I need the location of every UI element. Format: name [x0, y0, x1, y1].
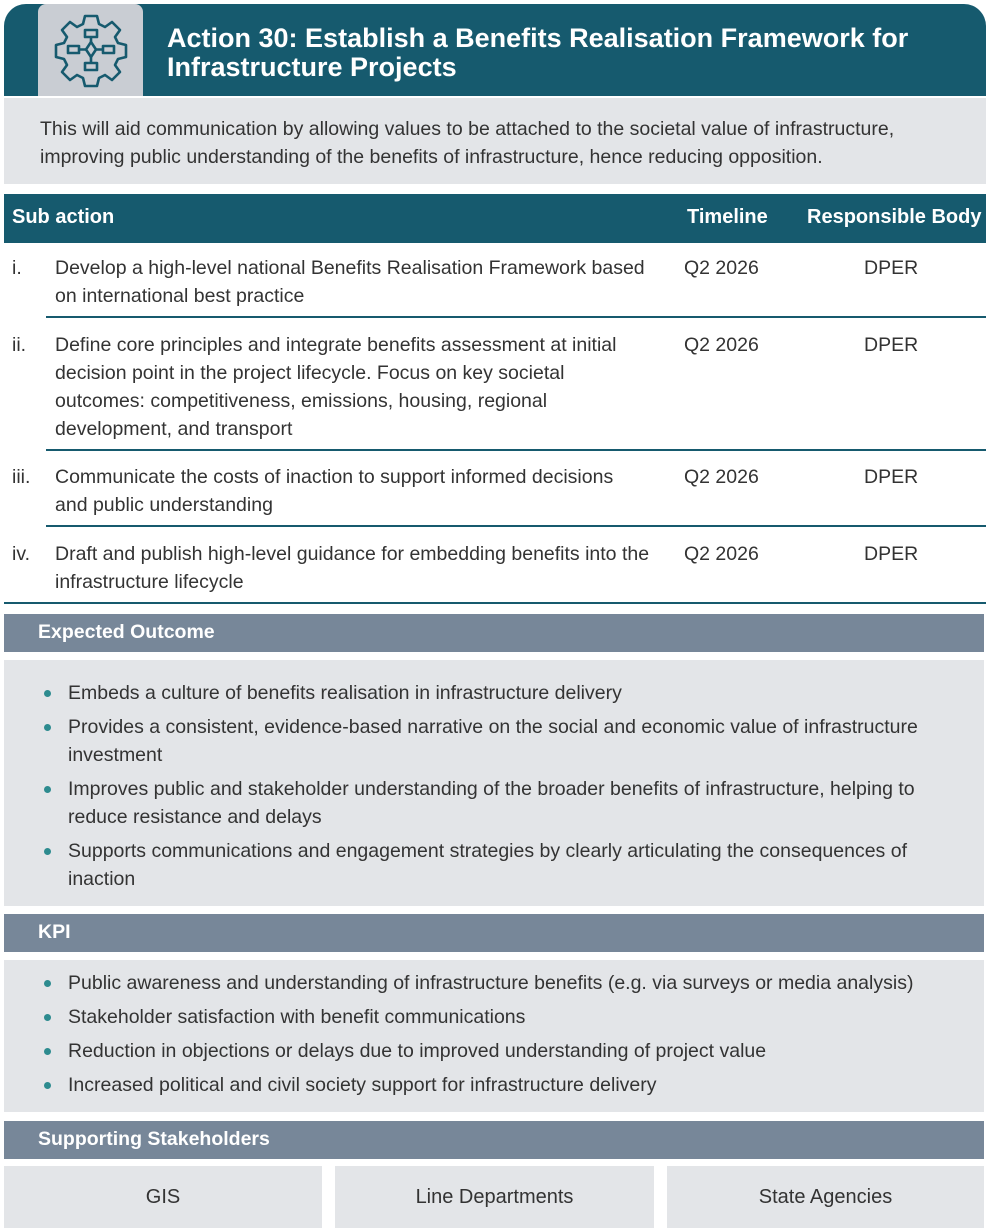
- list-item-text: Improves public and stakeholder understanding of the broader benefits of infrastructure, helping to reduce resistance and delays: [68, 778, 915, 828]
- list-item: [4, 1003, 984, 1031]
- list-item: [4, 679, 984, 707]
- bullet-dot-icon: [44, 1082, 51, 1089]
- action-header: [4, 4, 986, 96]
- row-text: Communicate the costs of inaction to support informed decisions and public understanding: [55, 466, 614, 516]
- bullet-dot-icon: [44, 980, 51, 987]
- col-sub-action: Sub action: [12, 206, 115, 228]
- process-flow-gear-icon: [52, 8, 130, 92]
- list-item: [4, 837, 984, 893]
- list-item-text: Stakeholder satisfaction with benefit communications: [68, 1006, 526, 1028]
- row-text: Define core principles and integrate benefits assessment at initial decision point in the project lifecycle. Focus on key societal outcomes: competitiveness, emissions, housing, regional development, and transport: [55, 334, 617, 440]
- intro-text: This will aid communication by allowing values to be attached to the societal value of infrastructure, improving public understanding of the benefits of infrastructure, hence reducing opposition.: [4, 98, 986, 184]
- row-body: DPER: [864, 543, 919, 565]
- list-item: [4, 1071, 984, 1099]
- row-body: DPER: [864, 257, 919, 279]
- expected-outcome-panel: [4, 660, 984, 906]
- row-body: DPER: [864, 334, 919, 356]
- list-item-text: Embeds a culture of benefits realisation in infrastructure delivery: [68, 682, 622, 704]
- stakeholder-box: Line Departments: [335, 1166, 654, 1228]
- kpi-list: [4, 969, 984, 1099]
- row-text: Develop a high-level national Benefits Realisation Framework based on international best practice: [55, 257, 645, 307]
- list-item-text: Increased political and civil society support for infrastructure delivery: [68, 1074, 657, 1096]
- row-body: DPER: [864, 466, 919, 488]
- row-text: Draft and publish high-level guidance for embedding benefits into the infrastructure lifecycle: [55, 543, 650, 593]
- kpi-heading: KPI: [4, 914, 984, 952]
- stakeholders-heading: Supporting Stakeholders: [4, 1121, 984, 1159]
- list-item-text: Reduction in objections or delays due to improved understanding of project value: [68, 1040, 767, 1062]
- row-timeline: Q2 2026: [684, 334, 759, 356]
- bullet-dot-icon: [44, 690, 51, 697]
- action-label: Action 30:: [167, 23, 298, 53]
- bullet-dot-icon: [44, 724, 51, 731]
- row-divider: [46, 316, 986, 318]
- stakeholder-box: State Agencies: [667, 1166, 984, 1228]
- action-title-text: Establish a Benefits Realisation Framework for Infrastructure Projects: [167, 23, 909, 82]
- bullet-dot-icon: [44, 786, 51, 793]
- row-divider: [46, 525, 986, 527]
- stakeholder-box: GIS: [4, 1166, 322, 1228]
- row-divider: [4, 602, 986, 604]
- expected-outcome-list: [4, 679, 984, 893]
- row-number: iv.: [12, 543, 31, 565]
- row-number: i.: [12, 257, 22, 279]
- row-timeline: Q2 2026: [684, 543, 759, 565]
- list-item: [4, 713, 984, 769]
- col-responsible: Responsible Body: [807, 206, 982, 228]
- kpi-panel: [4, 960, 984, 1112]
- bullet-dot-icon: [44, 1014, 51, 1021]
- table-header: [4, 194, 986, 243]
- row-timeline: Q2 2026: [684, 257, 759, 279]
- list-item: [4, 969, 984, 997]
- list-item-text: Supports communications and engagement strategies by clearly articulating the consequences of inaction: [68, 840, 907, 890]
- row-divider: [46, 449, 986, 451]
- list-item: [4, 1037, 984, 1065]
- col-timeline: Timeline: [687, 206, 768, 228]
- list-item-text: Public awareness and understanding of infrastructure benefits (e.g. via surveys or media analysis): [68, 972, 914, 994]
- row-number: iii.: [12, 466, 31, 488]
- row-timeline: Q2 2026: [684, 466, 759, 488]
- expected-outcome-heading: Expected Outcome: [4, 614, 984, 652]
- row-number: ii.: [12, 334, 27, 356]
- icon-tile: [38, 4, 143, 96]
- list-item-text: Provides a consistent, evidence-based narrative on the social and economic value of infrastructure investment: [68, 716, 918, 766]
- bullet-dot-icon: [44, 1048, 51, 1055]
- action-title: [167, 24, 967, 82]
- bullet-dot-icon: [44, 848, 51, 855]
- list-item: [4, 775, 984, 831]
